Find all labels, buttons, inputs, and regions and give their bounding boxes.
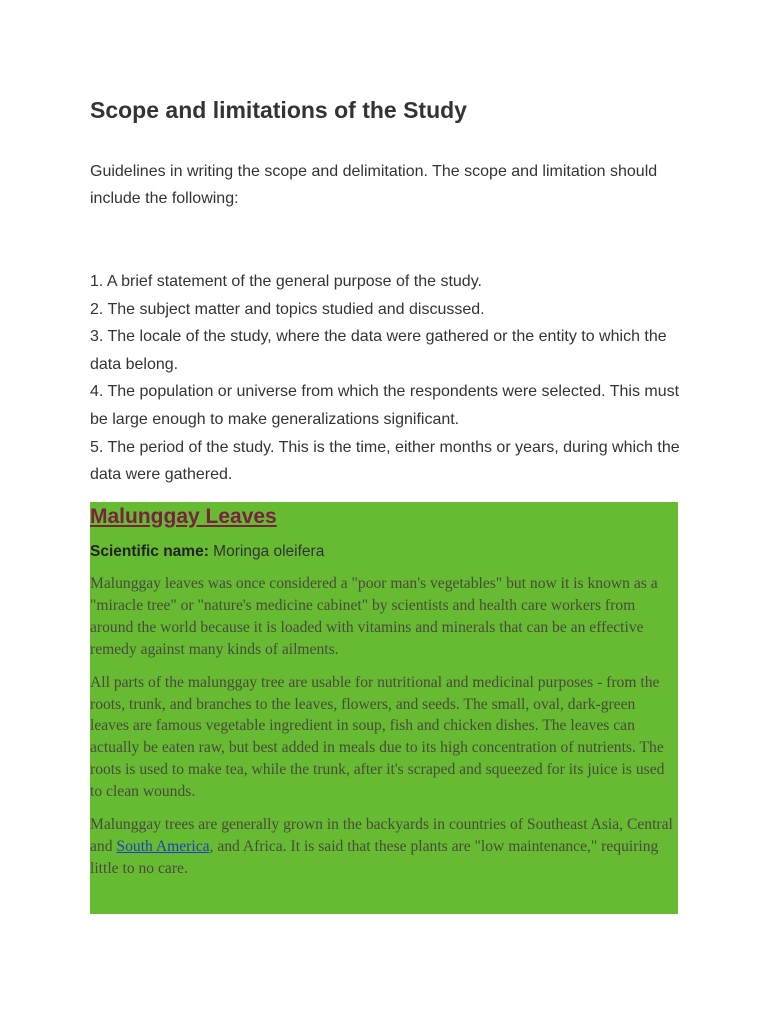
scientific-name-value: Moringa oleifera: [208, 543, 325, 560]
box-paragraph-1: Malunggay leaves was once considered a "poor man's vegetables" but now it is known as a "miracle tree" or "nature's medicine cabinet" by scientists and health care workers from around the world because it is loaded with vitamins and minerals that can be an effective remedy against many kinds of ailments.: [90, 575, 658, 658]
scientific-name-label: Scientific name:: [90, 543, 209, 560]
scientific-name-line: [90, 542, 678, 562]
list-item: 5. The period of the study. This is the time, either months or years, during which the data were gathered.: [90, 438, 680, 484]
box-paragraph-2: All parts of the malunggay tree are usable for nutritional and medicinal purposes - from the roots, trunk, and branches to the leaves, flowers, and seeds. The small, oval, dark-green leaves are famous vegetable ingredient in soup, fish and chicken dishes. The leaves can actually be eaten raw, but best added in meals due to its high concentration of nutrients. The roots is used to make tea, while the trunk, after it's scraped and squeezed for its juice is used to clean wounds.: [90, 673, 665, 801]
box-paragraph-3: [90, 814, 678, 880]
box-title[interactable]: Malunggay Leaves: [90, 505, 277, 528]
guidelines-list: [90, 268, 690, 489]
paragraph-3-text-start: Malunggay trees are generally grown in the backyards in countries of Southeast Asia, Central and: [90, 816, 673, 855]
page-title: Scope and limitations of the Study: [90, 97, 467, 123]
south-america-link[interactable]: South America: [116, 837, 210, 855]
list-item: 4. The population or universe from which the respondents were selected. This must be large enough to make generalizations significant.: [90, 383, 680, 428]
paragraph-3-text-end: , and Africa. It is said that these plants are "low maintenance," requiring little to no care.: [90, 837, 659, 877]
intro-paragraph: Guidelines in writing the scope and delimitation. The scope and limitation should include the following:: [90, 163, 658, 207]
list-item: 3. The locale of the study, where the data were gathered or the entity to which the data belong.: [90, 328, 667, 373]
malunggay-info-box: [90, 502, 678, 914]
list-item: 1. A brief statement of the general purpose of the study.: [90, 273, 482, 290]
list-item: 2. The subject matter and topics studied and discussed.: [90, 300, 485, 318]
